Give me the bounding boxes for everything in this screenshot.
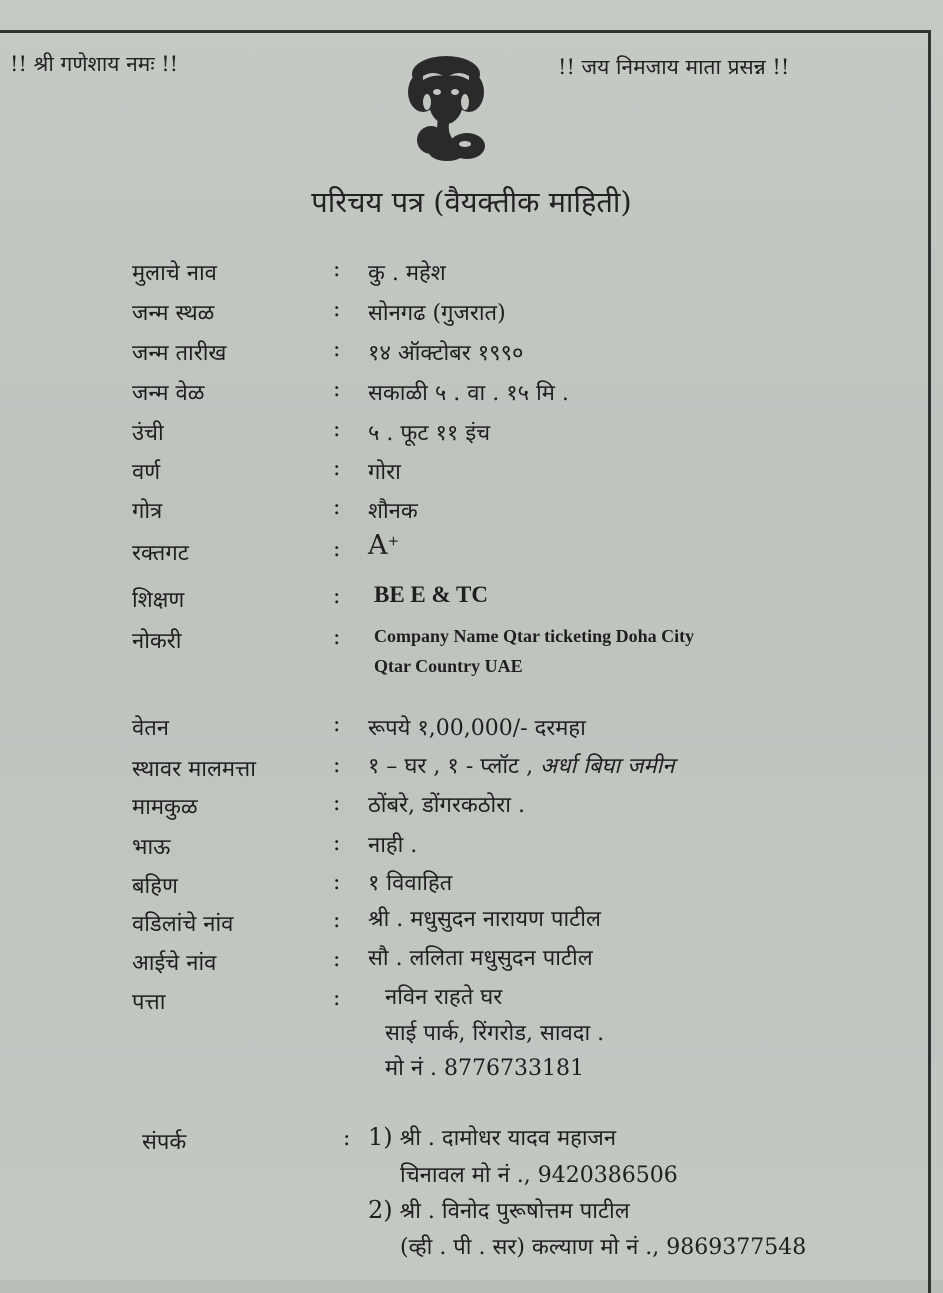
colon: :	[333, 417, 341, 442]
colon: :	[333, 337, 341, 362]
colon: :	[333, 625, 341, 650]
header-left-invocation: !! श्री गणेशाय नमः !!	[10, 52, 179, 76]
bloodgroup-letter: A	[368, 530, 388, 561]
page-title: परिचय पत्र (वैयक्तीक माहिती)	[311, 185, 632, 219]
birthtime-value: सकाळी ५ . वा . १५ मि .	[368, 381, 569, 406]
contact-2-detail: (व्ही . पी . सर) कल्याण मो नं ., 9869377548	[400, 1235, 807, 1260]
colon: :	[333, 456, 341, 481]
colon: :	[333, 870, 341, 895]
contact-2-number: 2)	[368, 1196, 393, 1224]
contact-2	[368, 1195, 630, 1225]
address-label: पत्ता	[132, 990, 166, 1015]
mamkul-value: ठोंबरे, डोंगरकठोरा .	[368, 793, 525, 818]
gotra-value: शौनक	[368, 499, 418, 524]
name-label: मुलाचे नाव	[132, 261, 217, 286]
height-value: ५ . फूट ११ इंच	[368, 421, 491, 446]
sister-label: बहिण	[132, 874, 178, 899]
mother-label: आईचे नांव	[132, 951, 217, 976]
mother-value: सौ . ललिता मधुसुदन पाटील	[368, 946, 593, 971]
contact-1-name: श्री . दामोधर यादव महाजन	[399, 1126, 617, 1151]
birthdate-value: १४ ऑक्टोबर १९९०	[368, 341, 524, 366]
education-value: BE E & TC	[374, 582, 488, 607]
property-value	[368, 750, 675, 780]
address-line-1: नविन राहते घर	[385, 985, 503, 1010]
job-line-1: Company Name Qtar ticketing Doha City	[374, 626, 695, 646]
birthplace-value: सोनगढ (गुजरात)	[368, 301, 506, 326]
contact-2-name: श्री . विनोद पुरूषोत्तम पाटील	[399, 1199, 630, 1224]
brother-value: नाही .	[368, 833, 418, 858]
complexion-value: गोरा	[368, 460, 401, 485]
birthdate-label: जन्म तारीख	[132, 341, 227, 366]
contact-label: संपर्क	[142, 1130, 187, 1155]
property-printed: १ – घर , १ - प्लॉट ,	[368, 754, 534, 779]
father-value: श्री . मधुसुदन नारायण पाटील	[368, 907, 601, 932]
colon: :	[333, 377, 341, 402]
job-line-2: Qtar Country UAE	[374, 656, 523, 676]
colon: :	[333, 495, 341, 520]
birthtime-label: जन्म वेळ	[132, 381, 205, 406]
address-line-2: साई पार्क, रिंगरोड, सावदा .	[385, 1021, 605, 1046]
colon: :	[333, 297, 341, 322]
colon: :	[333, 753, 341, 778]
bloodgroup-label: रक्तगट	[132, 541, 189, 566]
birthplace-label: जन्म स्थळ	[132, 301, 215, 326]
colon: :	[333, 831, 341, 856]
colon: :	[333, 257, 341, 282]
job-label: नोकरी	[132, 629, 182, 654]
education-label: शिक्षण	[132, 588, 185, 613]
property-label: स्थावर मालमत्ता	[132, 757, 256, 782]
colon: :	[333, 908, 341, 933]
brother-label: भाऊ	[132, 835, 171, 860]
complexion-label: वर्ण	[132, 460, 161, 485]
colon: :	[343, 1126, 351, 1151]
contact-1-detail: चिनावल मो नं ., 9420386506	[400, 1163, 678, 1188]
colon: :	[333, 947, 341, 972]
header-right-invocation: !! जय निमजाय माता प्रसन्न !!	[558, 55, 790, 79]
salary-value: रूपये १,00,000/- दरमहा	[368, 716, 586, 741]
colon: :	[333, 584, 341, 609]
colon: :	[333, 986, 341, 1011]
ganesha-icon	[403, 52, 489, 162]
height-label: उंची	[132, 421, 164, 446]
sister-value: १ विवाहित	[368, 871, 453, 896]
colon: :	[333, 537, 341, 562]
gotra-label: गोत्र	[132, 499, 163, 524]
property-handwritten: अर्धा बिघा जमीन	[540, 754, 675, 779]
colon: :	[333, 712, 341, 737]
mamkul-label: मामकुळ	[132, 795, 198, 820]
bloodgroup-value	[368, 530, 399, 561]
salary-label: वेतन	[132, 716, 169, 741]
contact-1-number: 1)	[368, 1123, 393, 1151]
bloodgroup-sign: +	[387, 533, 400, 550]
address-line-3: मो नं . 8776733181	[385, 1056, 585, 1081]
father-label: वडिलांचे नांव	[132, 912, 234, 937]
name-value: कु . महेश	[368, 261, 446, 286]
contact-1	[368, 1122, 616, 1152]
colon: :	[333, 791, 341, 816]
